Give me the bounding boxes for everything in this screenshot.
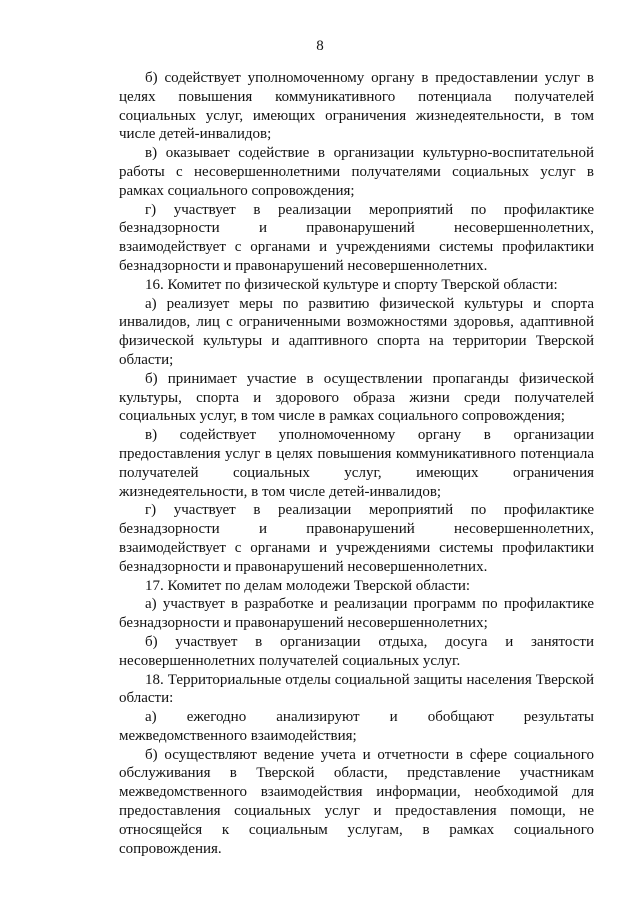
paragraph-17b: б) участвует в организации отдыха, досуга и занятости несовершеннолетних получателей социальных услуг. <box>119 633 594 669</box>
section-18-heading: 18. Территориальные отделы социальной защиты населения Тверской области: <box>119 671 594 707</box>
paragraph-15b: б) содействует уполномоченному органу в предоставлении услуг в целях повышения коммуникативного потенциала получателей социальных услуг, имеющих ограничения жизнедеятельности, в том числе детей-инвалидов; <box>119 70 594 143</box>
section-17-heading: 17. Комитет по делам молодежи Тверской области: <box>145 577 471 594</box>
paragraph-18b: б) осуществляют ведение учета и отчетности в сфере социального обслуживания в Тверской области, представление участникам межведомственного взаимодействия информации, необходимой для предоставления социальных услуг и предоставления помощи, не относящейся к социальным услугам, в рамках социального сопровождения. <box>119 746 594 857</box>
paragraph-16g: г) участвует в реализации мероприятий по профилактике безнадзорности и правонарушений несовершеннолетних, взаимодействует с органами и учреждениями системы профилактики безнадзорности и правонарушений несовершеннолетних. <box>119 502 594 575</box>
paragraph-16a: а) реализует меры по развитию физической культуры и спорта инвалидов, лиц с ограниченными возможностями здоровья, адаптивной физической культуры и адаптивного спорта на территории Тверской области; <box>119 295 594 368</box>
paragraph-18a: а) ежегодно анализируют и обобщают результаты межведомственного взаимодействия; <box>119 709 594 744</box>
document-body <box>119 69 594 858</box>
section-16-heading: 16. Комитет по физической культуре и спорту Тверской области: <box>145 276 558 293</box>
page-number: 8 <box>316 38 324 54</box>
paragraph-17a: а) участвует в разработке и реализации программ по профилактике безнадзорности и правонарушений несовершеннолетних; <box>119 596 594 632</box>
paragraph-15g: г) участвует в реализации мероприятий по профилактике безнадзорности и правонарушений несовершеннолетних, взаимодействует с органами и учреждениями системы профилактики безнадзорности и правонарушений несовершеннолетних. <box>119 201 594 274</box>
paragraph-16v: в) содействует уполномоченному органу в организации предоставления услуг в целях повышения коммуникативного потенциала получателей социальных услуг, имеющих ограничения жизнедеятельности, в том числе детей-инвалидов; <box>119 427 594 500</box>
paragraph-15v: в) оказывает содействие в организации культурно-воспитательной работы с несовершеннолетними получателями социальных услуг в рамках социального сопровождения; <box>119 145 594 199</box>
paragraph-16b: б) принимает участие в осуществлении пропаганды физической культуры, спорта и здорового образа жизни среди получателей социальных услуг, в том числе в рамках социального сопровождения; <box>119 370 594 425</box>
